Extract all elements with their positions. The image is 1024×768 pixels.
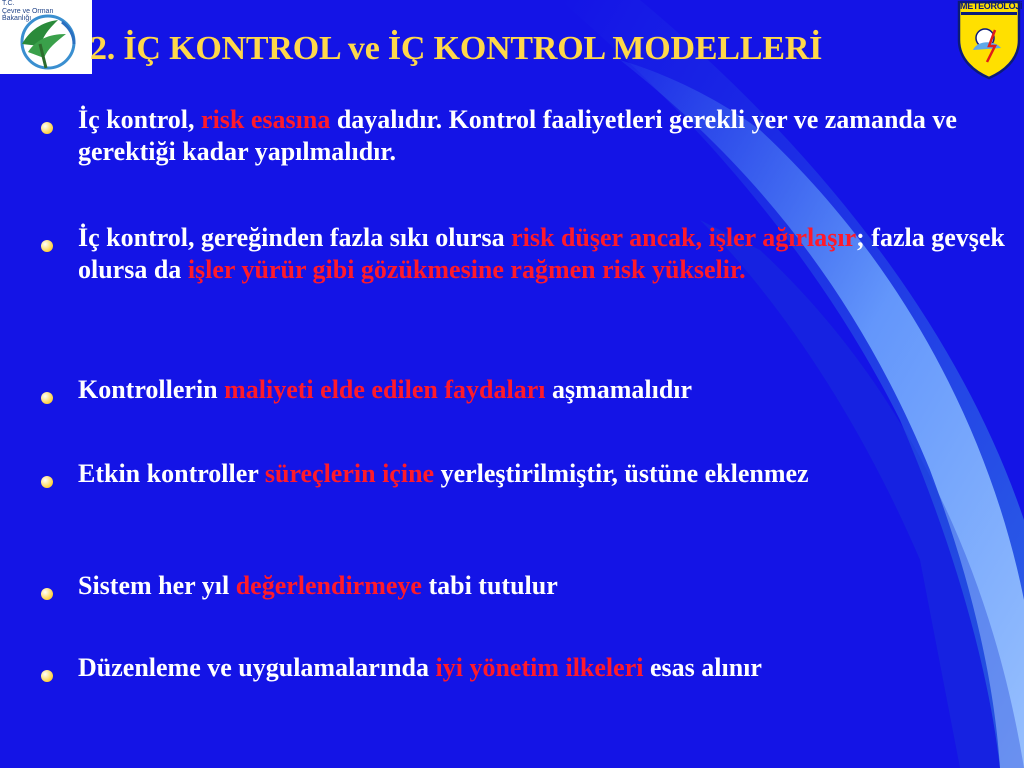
bullet-text-highlight: iyi yönetim ilkeleri — [435, 653, 644, 682]
bullet-item — [78, 222, 1018, 286]
meteoroloji-shield-icon — [955, 0, 1023, 80]
bullet-dot-icon — [40, 229, 54, 243]
bullet-text-plain: Kontrollerin — [78, 375, 225, 404]
meteoroloji-logo — [955, 0, 1023, 80]
bullet-text-plain: İç kontrol, gereğinden fazla sıkı olursa — [78, 223, 512, 252]
bullet-text-highlight: risk düşer ancak, işler ağırlaşır — [511, 223, 857, 252]
bullet-item — [78, 570, 1018, 602]
bullet-text-highlight: işler yürür gibi gözükmesine rağmen risk yükselir. — [187, 255, 746, 284]
bullet-text-plain: İç kontrol, — [78, 105, 202, 134]
bullet-dot-icon — [40, 659, 54, 673]
bullet-text-plain: tabi tutulur — [421, 571, 558, 600]
bullet-text-plain: yerleştirilmiştir, üstüne eklenmez — [434, 459, 809, 488]
bullet-dot-icon — [40, 111, 54, 125]
bullet-dot-icon — [40, 381, 54, 395]
bullet-item — [78, 374, 1018, 406]
slide-title: 2. İÇ KONTROL ve İÇ KONTROL MODELLERİ — [90, 30, 823, 67]
bullet-text-plain: dayalıdır. Kontrol faaliyetleri gerekli yer ve zamanda ve gerektiği kadar yapılmalıdır. — [78, 105, 957, 166]
bullet-item — [78, 458, 1018, 490]
bullet-text-highlight: maliyeti elde edilen faydaları — [224, 375, 546, 404]
bullet-text-plain: ; fazla gevşek olursa da — [78, 223, 1005, 284]
bullet-dot-icon — [40, 465, 54, 479]
bullet-item — [78, 104, 1018, 168]
bullet-text-highlight: değerlendirmeye — [235, 571, 422, 600]
meteoroloji-logo-text: METEOROLOJİ — [960, 1, 1023, 11]
bullet-text-plain: Etkin kontroller — [78, 459, 265, 488]
bullet-text-plain: Sistem her yıl — [78, 571, 236, 600]
ministry-logo — [0, 0, 92, 74]
bullet-text-highlight: süreçlerin içine — [264, 459, 435, 488]
bullet-dot-icon — [40, 577, 54, 591]
bullet-text-plain: Düzenleme ve uygulamalarında — [78, 653, 436, 682]
tree-emblem-icon — [0, 0, 92, 74]
ministry-logo-text: T.C. Çevre ve Orman Bakanlığı — [2, 0, 54, 22]
bullet-text-highlight: risk esasına — [201, 105, 331, 134]
bullet-text-plain: aşmamalıdır — [545, 375, 693, 404]
bullet-text-plain: esas alınır — [643, 653, 762, 682]
bullet-item — [78, 652, 1018, 684]
